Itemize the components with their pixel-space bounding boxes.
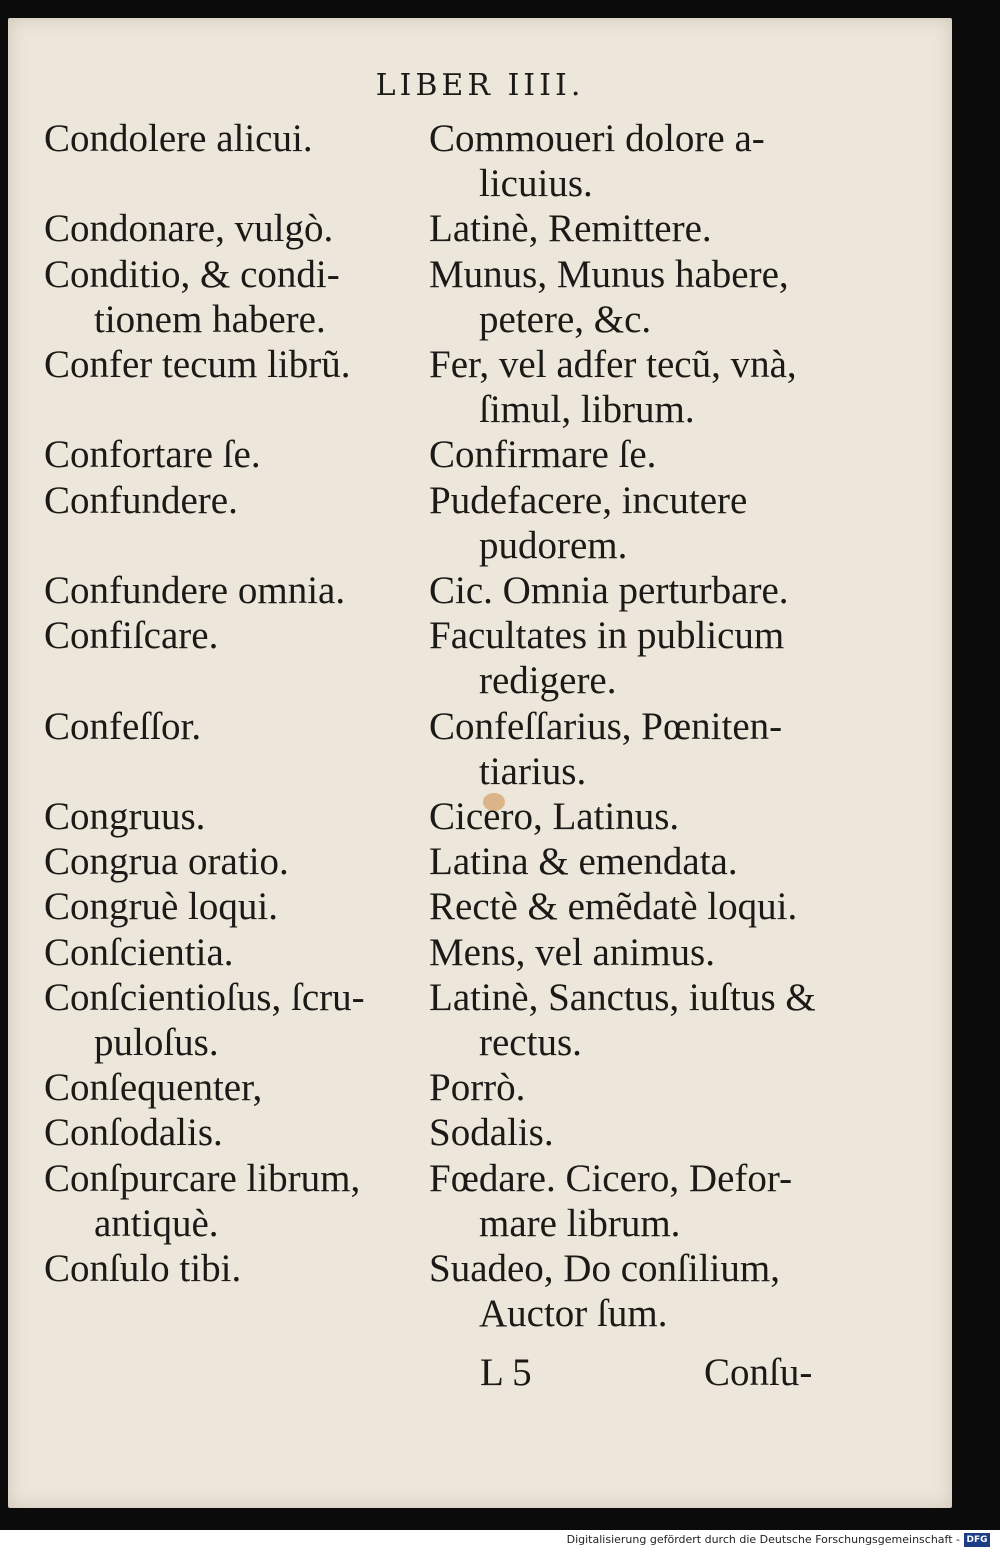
- entry-row: [44, 568, 924, 613]
- entry-row: [44, 116, 924, 206]
- entry-definition: [429, 116, 924, 206]
- definition-line: Latinè, Sanctus, iuſtus &: [429, 975, 816, 1019]
- entry-definition: [429, 1246, 924, 1336]
- term-line: tionem habere.: [94, 297, 326, 341]
- definition-line: Latina & emendata.: [429, 840, 738, 884]
- term-line: [44, 523, 429, 568]
- term-line: Conſulo tibi.: [44, 1247, 242, 1291]
- term-line: Conſcientioſus, ſcru-: [44, 975, 365, 1019]
- term-line: Confundere omnia.: [44, 569, 346, 613]
- entry-row: [44, 839, 924, 884]
- signature-mark: L 5: [480, 1351, 532, 1394]
- entry-term: [44, 432, 429, 477]
- entry-row: [44, 342, 924, 432]
- entry-row: [44, 930, 924, 975]
- entry-definition: [429, 884, 924, 929]
- term-line: Conſpurcare librum,: [44, 1156, 361, 1200]
- entry-term: [44, 1065, 429, 1110]
- credit-text: Digitalisierung gefördert durch die Deutsche Forschungsgemeinschaft -: [566, 1533, 960, 1546]
- entry-definition: [429, 342, 924, 432]
- definition-line: Latinè, Remittere.: [429, 207, 712, 251]
- definition-line: licuius.: [479, 162, 593, 206]
- entry-definition: [429, 930, 924, 975]
- definition-line: ſimul, librum.: [479, 388, 695, 432]
- definition-line: redigere.: [479, 659, 617, 703]
- entry-definition: [429, 1156, 924, 1246]
- entry-term: [44, 613, 429, 703]
- entry-term: [44, 1110, 429, 1155]
- term-line: [44, 161, 429, 206]
- entry-definition: [429, 206, 924, 251]
- credit-bar: [0, 1530, 1000, 1551]
- entry-definition: [429, 613, 924, 703]
- definition-line: Facultates in publicum: [429, 614, 785, 658]
- entry-definition: [429, 568, 924, 613]
- entry-row: [44, 1156, 924, 1246]
- glossary-entries: [44, 116, 924, 1336]
- entry-row: [44, 252, 924, 342]
- term-line: [44, 749, 429, 794]
- term-line: Conſcientia.: [44, 930, 234, 974]
- definition-line: Cic. Omnia perturbare.: [429, 569, 789, 613]
- entry-definition: [429, 704, 924, 794]
- entry-term: [44, 839, 429, 884]
- definition-line: Fœdare. Cicero, Defor-: [429, 1156, 793, 1200]
- entry-row: [44, 975, 924, 1065]
- term-line: [44, 1291, 429, 1336]
- definition-line: Sodalis.: [429, 1111, 554, 1155]
- definition-line: Fer, vel adfer tecũ, vnà,: [429, 343, 797, 387]
- running-head: LIBER IIII.: [375, 68, 585, 103]
- entry-row: [44, 1246, 924, 1336]
- entry-term: [44, 794, 429, 839]
- definition-line: Suadeo, Do conſilium,: [429, 1247, 780, 1291]
- entry-row: [44, 432, 924, 477]
- term-line: Congruus.: [44, 795, 206, 839]
- entry-term: [44, 116, 429, 206]
- term-line: antiquè.: [94, 1201, 219, 1245]
- entry-term: [44, 975, 429, 1065]
- definition-line: mare librum.: [479, 1201, 681, 1245]
- entry-term: [44, 704, 429, 794]
- definition-line: Confeſſarius, Pœniten-: [429, 704, 783, 748]
- entry-definition: [429, 839, 924, 884]
- term-line: Confortare ſe.: [44, 433, 261, 477]
- entry-term: [44, 1156, 429, 1246]
- definition-line: petere, &c.: [479, 297, 652, 341]
- dfg-logo-icon: DFG: [964, 1533, 990, 1547]
- entry-row: [44, 704, 924, 794]
- catchword: Conſu-: [704, 1351, 813, 1394]
- entry-definition: [429, 1110, 924, 1155]
- entry-definition: [429, 1065, 924, 1110]
- term-line: Conditio, & condi-: [44, 252, 340, 296]
- term-line: Congrua oratio.: [44, 840, 289, 884]
- entry-definition: [429, 478, 924, 568]
- definition-line: Mens, vel animus.: [429, 930, 715, 974]
- entry-term: [44, 1246, 429, 1336]
- term-line: Confeſſor.: [44, 704, 202, 748]
- term-line: puloſus.: [94, 1021, 219, 1065]
- term-line: Condonare, vulgò.: [44, 207, 334, 251]
- definition-line: Cicero, Latinus.: [429, 795, 680, 839]
- definition-line: Commoueri dolore a-: [429, 117, 765, 160]
- entry-term: [44, 930, 429, 975]
- entry-definition: [429, 975, 924, 1065]
- entry-term: [44, 206, 429, 251]
- entry-row: [44, 794, 924, 839]
- definition-line: Rectè & emẽdatè loqui.: [429, 885, 798, 929]
- entry-term: [44, 884, 429, 929]
- entry-row: [44, 884, 924, 929]
- definition-line: rectus.: [479, 1021, 582, 1065]
- term-line: Conſequenter,: [44, 1066, 263, 1110]
- definition-line: Munus, Munus habere,: [429, 252, 789, 296]
- entry-definition: [429, 252, 924, 342]
- definition-line: Confirmare ſe.: [429, 433, 657, 477]
- entry-term: [44, 342, 429, 432]
- entry-row: [44, 206, 924, 251]
- definition-line: pudorem.: [479, 523, 628, 567]
- term-line: [44, 658, 429, 703]
- entry-row: [44, 478, 924, 568]
- entry-row: [44, 613, 924, 703]
- entry-definition: [429, 794, 924, 839]
- term-line: Confundere.: [44, 478, 238, 522]
- term-line: Confer tecum librũ.: [44, 343, 351, 387]
- term-line: Confiſcare.: [44, 614, 219, 658]
- entry-row: [44, 1065, 924, 1110]
- entry-definition: [429, 432, 924, 477]
- term-line: Congruè loqui.: [44, 885, 278, 929]
- term-line: Conſodalis.: [44, 1111, 223, 1155]
- entry-term: [44, 252, 429, 342]
- term-line: Condolere alicui.: [44, 117, 313, 160]
- definition-line: Auctor ſum.: [479, 1292, 668, 1336]
- entry-row: [44, 1110, 924, 1155]
- entry-term: [44, 478, 429, 568]
- term-line: [44, 387, 429, 432]
- definition-line: Porrò.: [429, 1066, 526, 1110]
- entry-term: [44, 568, 429, 613]
- definition-line: Pudefacere, incutere: [429, 478, 748, 522]
- book-page: [8, 18, 952, 1508]
- definition-line: tiarius.: [479, 749, 587, 793]
